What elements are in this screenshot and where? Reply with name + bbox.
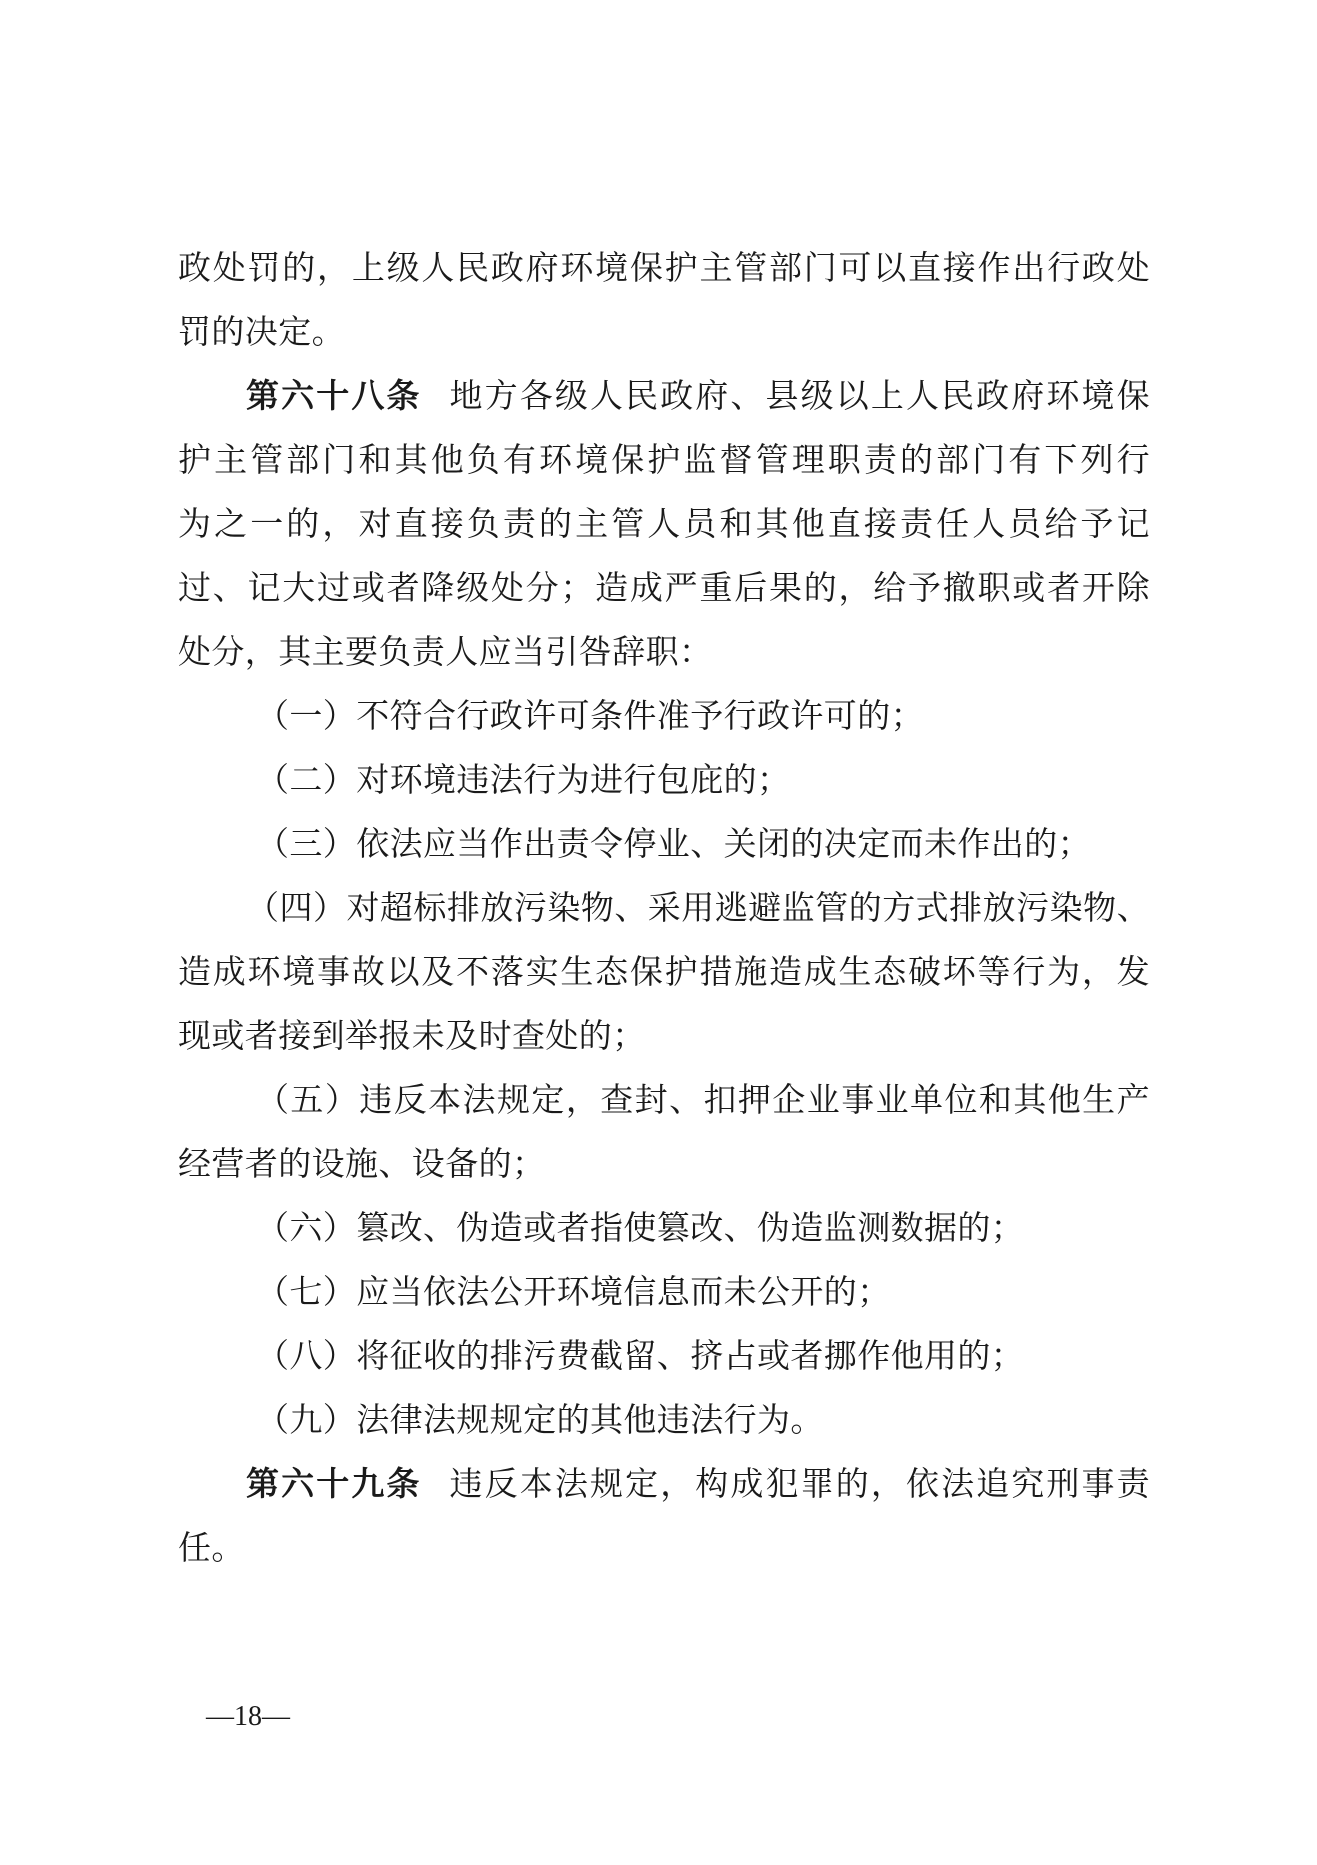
list-item: （三）依法应当作出责令停业、关闭的决定而未作出的； <box>256 824 1091 863</box>
text-line: 现或者接到举报未及时查处的； <box>178 1016 646 1055</box>
article-68-first-line <box>246 364 1150 428</box>
list-item: （四）对超标排放污染物、采用逃避监管的方式排放污染物、 <box>246 888 1150 927</box>
article-68-heading: 第六十八条 <box>246 376 422 415</box>
list-item: （八）将征收的排污费截留、挤占或者挪作他用的； <box>256 1336 1025 1375</box>
text-line: 地方各级人民政府、县级以上人民政府环境保 <box>449 376 1151 415</box>
page-number: —18— <box>206 1701 290 1732</box>
text-line: 造成环境事故以及不落实生态保护措施造成生态破坏等行为，发 <box>178 952 1150 991</box>
list-item: （二）对环境违法行为进行包庇的； <box>256 760 791 799</box>
list-item: （九）法律法规规定的其他违法行为。 <box>256 1400 824 1439</box>
article-69-first-line <box>246 1452 1150 1516</box>
list-item: （一）不符合行政许可条件准予行政许可的； <box>256 696 924 735</box>
text-line: 过、记大过或者降级处分；造成严重后果的，给予撤职或者开除 <box>178 568 1150 607</box>
article-69-heading: 第六十九条 <box>246 1464 422 1503</box>
text-line: 护主管部门和其他负有环境保护监督管理职责的部门有下列行 <box>178 440 1150 479</box>
text-line: 任。 <box>178 1528 245 1567</box>
text-line: 经营者的设施、设备的； <box>178 1144 546 1183</box>
list-item: （六）篡改、伪造或者指使篡改、伪造监测数据的； <box>256 1208 1025 1247</box>
text-line: 违反本法规定，构成犯罪的，依法追究刑事责 <box>449 1464 1151 1503</box>
text-line: 处分，其主要负责人应当引咎辞职： <box>178 632 713 671</box>
list-item: （七）应当依法公开环境信息而未公开的； <box>256 1272 891 1311</box>
list-item: （五）违反本法规定，查封、扣押企业事业单位和其他生产 <box>256 1080 1150 1119</box>
text-line: 为之一的，对直接负责的主管人员和其他直接责任人员给予记 <box>178 504 1150 543</box>
text-line: 罚的决定。 <box>178 312 345 351</box>
text-line: 政处罚的，上级人民政府环境保护主管部门可以直接作出行政处 <box>178 248 1150 287</box>
